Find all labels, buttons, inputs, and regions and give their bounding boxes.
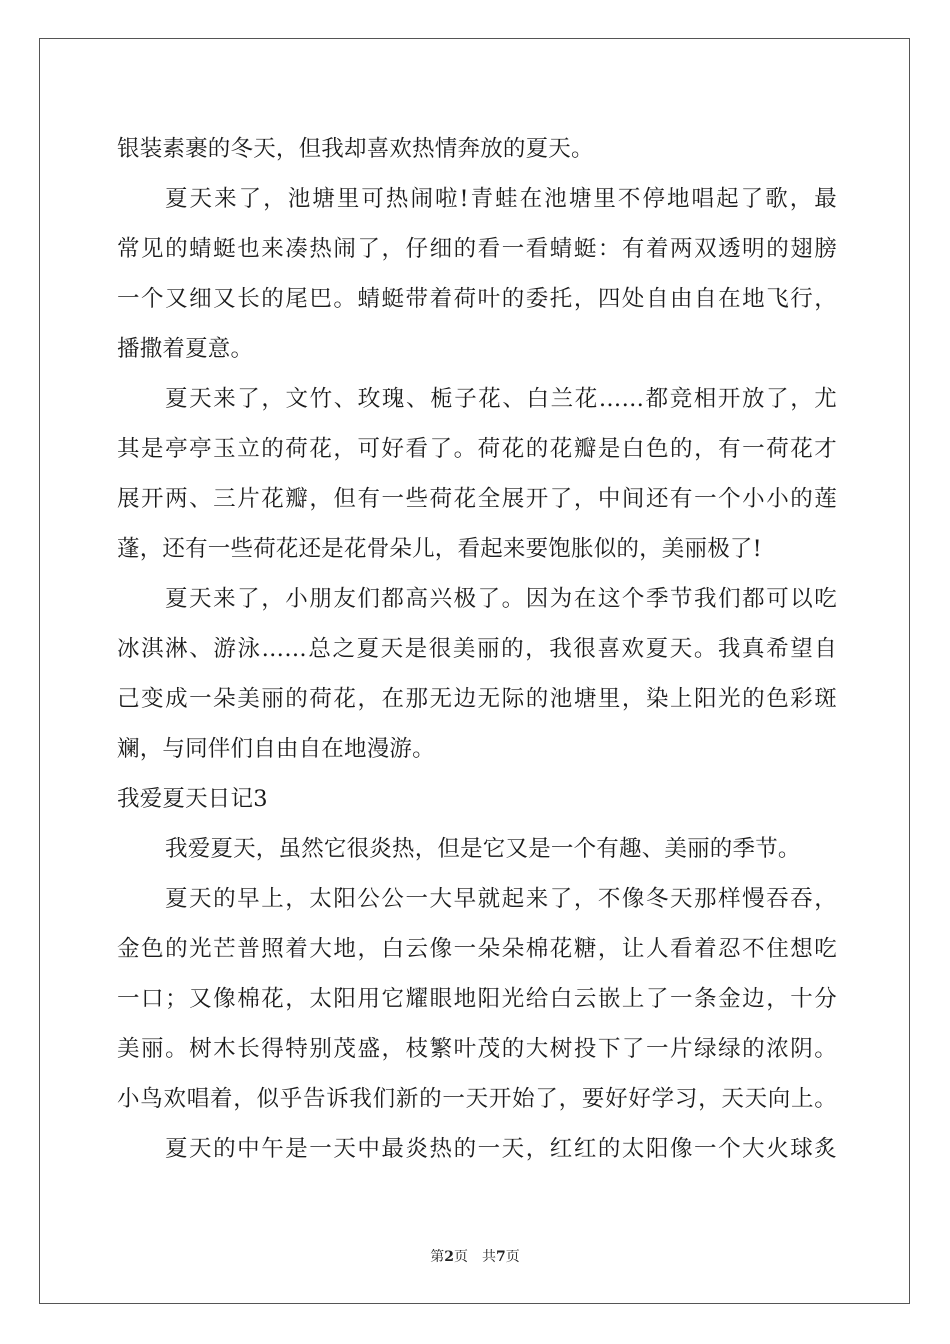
page-total: 7 [496, 1249, 506, 1265]
paragraph-line: 夏天来了，文竹、玫瑰、栀子花、白兰花……都竞相开放了，尤 [165, 386, 837, 412]
paragraph-line: 一口；又像棉花，太阳用它耀眼地阳光给白云嵌上了一条金边，十分 [117, 986, 837, 1012]
paragraph-line: 蓬，还有一些荷花还是花骨朵儿，看起来要饱胀似的，美丽极了! [117, 536, 762, 562]
paragraph-line: 我爱夏天，虽然它很炎热，但是它又是一个有趣、美丽的季节。 [165, 836, 801, 862]
total-suffix: 页 [505, 1249, 520, 1265]
page-current: 2 [444, 1249, 454, 1265]
paragraph-line: 冰淇淋、游泳……总之夏天是很美丽的，我很喜欢夏天。我真希望自 [117, 636, 837, 662]
paragraph-line: 夏天的早上，太阳公公一大早就起来了，不像冬天那样慢吞吞， [165, 886, 837, 912]
paragraph-line: 夏天来了，池塘里可热闹啦!青蛙在池塘里不停地唱起了歌，最 [165, 186, 837, 212]
paragraph-line: 播撒着夏意。 [117, 336, 254, 362]
paragraph-line: 常见的蜻蜓也来凑热闹了，仔细的看一看蜻蜓：有着两双透明的翅膀 [117, 236, 837, 262]
paragraph-line: 斓，与同伴们自由自在地漫游。 [117, 736, 435, 762]
paragraph-line: 小鸟欢唱着，似乎告诉我们新的一天开始了，要好好学习，天天向上。 [117, 1086, 837, 1112]
section-heading: 我爱夏天日记3 [117, 786, 268, 812]
paragraph-line: 一个又细又长的尾巴。蜻蜓带着荷叶的委托，四处自由自在地飞行， [117, 286, 837, 312]
document-body [117, 124, 837, 1174]
page-prefix: 第 [430, 1249, 445, 1265]
paragraph-line: 其是亭亭玉立的荷花，可好看了。荷花的花瓣是白色的，有一荷花才 [117, 436, 837, 462]
page-footer [0, 1246, 950, 1266]
paragraph-line: 银装素裹的冬天，但我却喜欢热情奔放的夏天。 [117, 136, 594, 162]
paragraph-line: 夏天的中午是一天中最炎热的一天，红红的太阳像一个大火球炙 [165, 1136, 837, 1162]
paragraph-line: 夏天来了，小朋友们都高兴极了。因为在这个季节我们都可以吃 [165, 586, 837, 612]
paragraph-line: 美丽。树木长得特别茂盛，枝繁叶茂的大树投下了一片绿绿的浓阴。 [117, 1036, 837, 1062]
total-prefix: 共 [482, 1249, 496, 1265]
paragraph-line: 金色的光芒普照着大地，白云像一朵朵棉花糖，让人看着忍不住想吃 [117, 936, 837, 962]
paragraph-line: 己变成一朵美丽的荷花，在那无边无际的池塘里，染上阳光的色彩斑 [117, 686, 837, 712]
paragraph-line: 展开两、三片花瓣，但有一些荷花全展开了，中间还有一个小小的莲 [117, 486, 837, 512]
page-suffix: 页 [454, 1249, 468, 1265]
